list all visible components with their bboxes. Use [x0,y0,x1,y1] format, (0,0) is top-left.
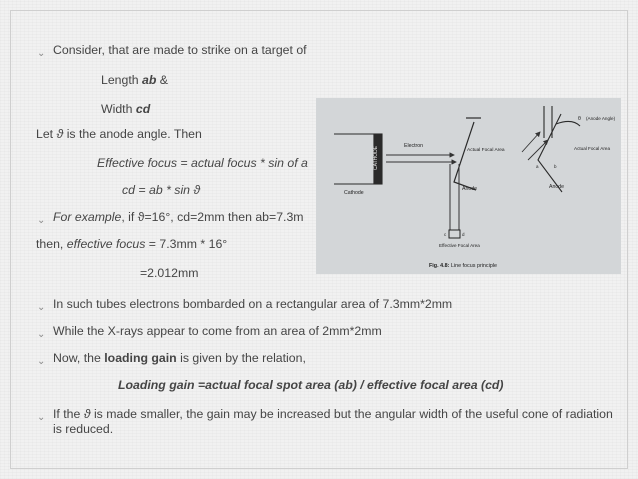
line-focus-diagram [316,98,621,274]
for-example-text: For example [53,210,122,224]
caption-bold: Fig. 4.8: [429,263,450,269]
smaller-angle-text: is made smaller, the gain may be increased but the angular width of the useful cone of radiation is reduced. [53,407,613,436]
width-var: cd [135,102,151,116]
caption-text: Line focus principle [449,263,498,269]
anode-right-label: Anode [549,184,565,190]
effective-focus-formula: Effective focus = actual focus * sin of a [97,156,308,170]
example-values: ϑ=16°, cd=2mm then ab=7.3m [137,210,304,224]
text-line-then [36,237,227,252]
bullet-icon: ⌄ [37,356,46,367]
effective-focal-area-label: Effective Focal Area [439,243,480,248]
label-a: a [536,164,539,169]
cathode-vertical-label: CATHODE [373,145,379,170]
anode-left-label: Anode [462,186,478,192]
effective-focus-term: effective focus [66,237,146,251]
length-amp: & [156,73,169,87]
gain-formula: Loading gain =actual focal spot area (ab) / effective focal area (cd) [118,378,504,392]
now-text: Now, the [53,351,105,365]
text-line-smaller-angle [53,407,613,437]
actual-focal-area-left-label: Actual Focal Area [467,148,505,153]
text-line-example [53,210,304,225]
bullet-icon: ⌄ [37,215,46,226]
figure-caption [429,263,497,269]
label-b: b [554,164,557,169]
theta-symbol: ϑ [56,127,64,141]
text-line-consider [53,43,307,58]
text-line-effective-focus [97,156,308,171]
length-var: ab [142,73,157,87]
example-if: , if [121,210,138,224]
xray-beam [450,164,459,230]
actual-focal-area-right-label: Actual Focal Area [574,146,611,151]
label-c: c [444,232,447,237]
then-value: = 7.3mm * 16° [145,237,228,251]
width-label: Width [101,102,136,116]
then-text: then, [36,237,67,251]
length-label: Length [101,73,143,87]
text-line-cd-formula [122,183,200,198]
electron-beam [386,155,456,162]
text-line-xrays [53,324,382,339]
theta-label: θ [578,116,581,122]
bullet-icon: ⌄ [37,302,46,313]
anode-left-shape [454,118,481,190]
text-line-loading-gain [53,351,306,366]
electron-label: Electron [404,143,424,149]
theta-symbol: ϑ [83,407,91,421]
text-line-result [140,266,198,281]
effective-focal-box [449,230,460,238]
text-line-width [101,102,150,117]
anode-angle-text: is the anode angle. Then [63,127,202,141]
let-text: Let [36,127,57,141]
text-line-anode-angle [36,127,202,142]
anode-angle-label: (Anode Angle) [586,116,616,121]
consider-text: Consider, that are made to strike on a target of [53,43,307,57]
text-line-tubes [53,297,452,312]
xrays-text: While the X-rays appear to come from an area of 2mm*2mm [53,324,382,338]
if-the-text: If the [53,407,84,421]
bullet-icon: ⌄ [37,329,46,340]
result-value: =2.012mm [140,266,199,280]
tubes-text: In such tubes electrons bombarded on a rectangular area of 7.3mm*2mm [53,297,453,311]
bullet-icon: ⌄ [37,48,46,59]
line-focus-figure [316,98,621,274]
text-line-gain-formula [118,378,504,393]
cathode-label: Cathode [344,190,364,196]
relation-text: is given by the relation, [176,351,306,365]
bullet-icon: ⌄ [37,412,46,423]
text-line-length [101,73,168,88]
cd-formula: cd = ab * sin ϑ [122,183,201,197]
loading-gain-term: loading gain [104,351,177,365]
label-d: d [462,232,465,237]
